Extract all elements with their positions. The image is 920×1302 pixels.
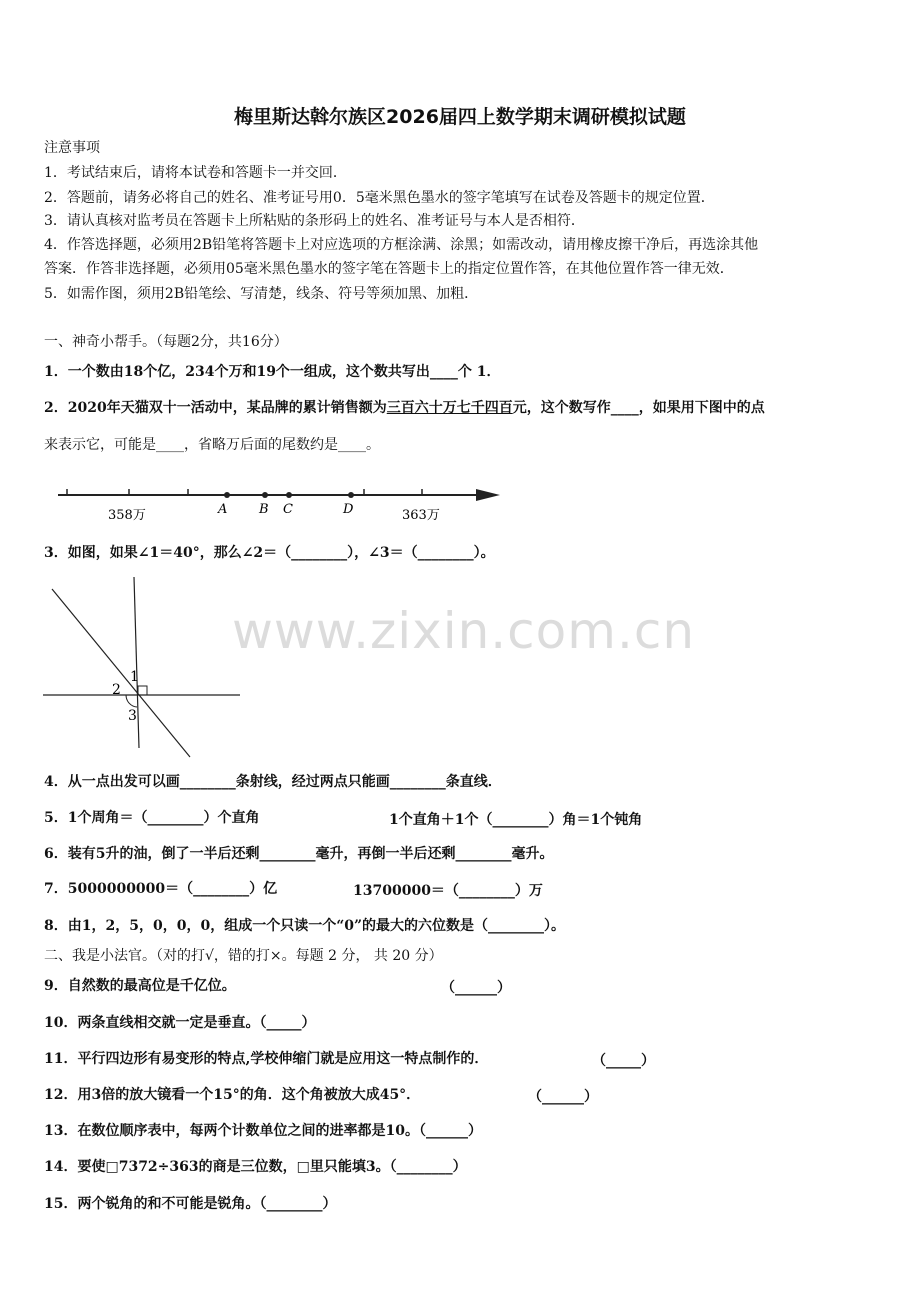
label-358: 358万 xyxy=(108,508,146,523)
watermark: www.zixin.com.cn xyxy=(232,602,696,660)
point-a xyxy=(224,492,230,498)
question-2-line2: 来表示它，可能是____，省略万后面的尾数约是____。 xyxy=(44,437,380,453)
section-heading: 一、神奇小帮手。（每题2分，共16分） xyxy=(44,334,288,350)
label-b: B xyxy=(259,502,269,517)
question-12: 12．用3倍的放大镜看一个15°的角．这个角被放大成45°． xyxy=(44,1087,421,1103)
question-14: 14．要使□7372÷363的商是三位数，□里只能填3。（________） xyxy=(44,1159,467,1175)
question-10: 10．两条直线相交就一定是垂直。（_____） xyxy=(44,1015,316,1031)
question-6: 6．装有5升的油，倒了一半后还剩________毫升，再倒一半后还剩________毫升。 xyxy=(44,846,554,862)
question-11-blank: （_____） xyxy=(592,1053,655,1069)
section-heading: 二、我是小法官。（对的打√，错的打×。每题 2 分， 共 20 分） xyxy=(44,948,443,964)
point-c xyxy=(286,492,292,498)
number-line-arrow xyxy=(476,489,500,501)
notice-item: 1．考试结束后，请将本试卷和答题卡一并交回． xyxy=(44,165,347,181)
angle-arc xyxy=(126,695,137,707)
page-title: 梅里斯达斡尔族区2026届四上数学期末调研模拟试题 xyxy=(234,106,686,128)
question-2-text: 2．2020年天猫双十一活动中，某品牌的累计销售额为 xyxy=(44,400,387,416)
notice-item: 3．请认真核对监考员在答题卡上所粘贴的条形码上的姓名、准考证号与本人是否相符． xyxy=(44,213,585,229)
label-363: 363万 xyxy=(402,508,440,523)
notice-heading: 注意事项 xyxy=(44,140,100,156)
notice-item: 5．如需作图，须用2B铅笔绘、写清楚，线条、符号等须加黑、加粗． xyxy=(44,286,479,302)
question-9-blank: （______） xyxy=(441,980,511,996)
question-12-blank: （______） xyxy=(528,1089,598,1105)
right-angle-mark xyxy=(138,686,147,695)
angle-label-3: 3 xyxy=(128,708,137,724)
label-c: C xyxy=(283,502,293,517)
question-2-underlined: 三百六十万七千四百 xyxy=(386,400,513,416)
question-8: 8．由1，2，5，0，0，0，组成一个只读一个“0”的最大的六位数是（________）。 xyxy=(44,918,566,934)
angle-figure xyxy=(40,573,250,763)
question-4: 4．从一点出发可以画________条射线，经过两点只能画________条直线． xyxy=(44,774,502,790)
question-5a: 5．1个周角＝（________）个直角 xyxy=(44,810,260,826)
question-1: 1．一个数由18个亿，234个万和19个一组成，这个数共写出____个 1． xyxy=(44,364,501,380)
question-2-text-end: 元，这个数写作____，如果用下图中的点 xyxy=(512,400,765,416)
question-7b: 13700000＝（________）万 xyxy=(353,883,543,899)
notice-item: 2．答题前，请务必将自己的姓名、准考证号用0．5毫米黑色墨水的签字笔填写在试卷及答题卡的规定位置． xyxy=(44,190,715,206)
number-line-figure xyxy=(50,478,510,528)
question-5b: 1个直角＋1个（________）角＝1个钝角 xyxy=(389,812,643,828)
point-b xyxy=(262,492,268,498)
question-7a: 7．5000000000＝（________）亿 xyxy=(44,881,278,897)
question-9: 9．自然数的最高位是千亿位。 xyxy=(44,978,236,994)
angle-label-2: 2 xyxy=(112,682,121,698)
point-d xyxy=(348,492,354,498)
notice-item: 答案．作答非选择题，必须用05毫米黑色墨水的签字笔在答题卡上的指定位置作答，在其他位置作答一律无效． xyxy=(44,261,734,277)
question-2 xyxy=(44,399,765,417)
label-a: A xyxy=(218,502,228,517)
question-3: 3．如图，如果∠1＝40°，那么∠2＝（________），∠3＝（________）。 xyxy=(44,545,495,561)
question-11: 11．平行四边形有易变形的特点,学校伸缩门就是应用这一特点制作的． xyxy=(44,1051,489,1067)
question-13: 13．在数位顺序表中，每两个计数单位之间的进率都是10。（______） xyxy=(44,1123,482,1139)
diagonal-line xyxy=(52,589,190,757)
question-15: 15．两个锐角的和不可能是锐角。（________） xyxy=(44,1196,337,1212)
label-d: D xyxy=(343,502,354,517)
notice-item: 4．作答选择题，必须用2B铅笔将答题卡上对应选项的方框涂满、涂黑；如需改动，请用橡皮擦干净后，再选涂其他 xyxy=(44,237,759,253)
angle-label-1: 1 xyxy=(130,669,139,685)
